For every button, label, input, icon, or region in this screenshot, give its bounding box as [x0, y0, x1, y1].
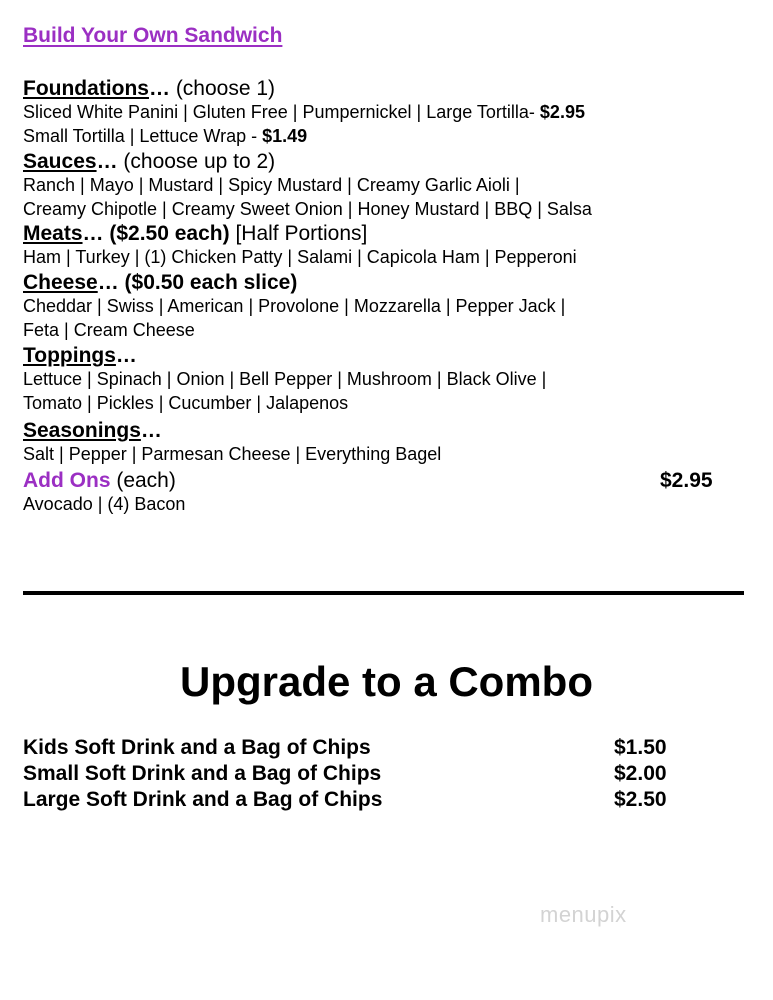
- combo-row-kids: [23, 736, 723, 760]
- toppings-heading: [23, 344, 546, 368]
- seasonings-dots: …: [140, 419, 162, 442]
- combo-row-large: [23, 788, 723, 812]
- cheese-line-2: Feta | Cream Cheese: [23, 319, 195, 340]
- foundations-line-2-price: $1.49: [262, 125, 308, 146]
- combo-row-small: [23, 762, 723, 786]
- seasonings-heading: [23, 419, 441, 443]
- combo-price: $2.00: [614, 762, 667, 785]
- seasonings-section: [23, 419, 441, 467]
- meats-label: Meats: [23, 222, 83, 245]
- sauces-section: [23, 150, 592, 221]
- toppings-line-2: Tomato | Pickles | Cucumber | Jalapenos: [23, 392, 349, 413]
- foundations-dots: …: [148, 77, 170, 100]
- foundations-label: Foundations: [23, 77, 149, 100]
- combo-price: $1.50: [614, 736, 667, 759]
- addons-section: [23, 469, 753, 517]
- addons-label: Add Ons: [23, 469, 111, 492]
- meats-note: [Half Portions]: [229, 222, 368, 245]
- toppings-label: Toppings: [23, 344, 116, 367]
- toppings-dots: …: [115, 344, 137, 367]
- combo-label: Large Soft Drink and a Bag of Chips: [23, 788, 383, 811]
- meats-heading: [23, 222, 577, 246]
- combo-label: Kids Soft Drink and a Bag of Chips: [23, 736, 371, 759]
- cheese-section: [23, 271, 565, 342]
- foundations-line-2-text: Small Tortilla | Lettuce Wrap -: [23, 125, 263, 146]
- cheese-price-note: … ($0.50 each slice): [97, 271, 298, 294]
- addons-note: (each): [110, 469, 176, 492]
- addons-price: $2.95: [660, 469, 713, 492]
- combo-label: Small Soft Drink and a Bag of Chips: [23, 762, 382, 785]
- meats-section: [23, 222, 577, 270]
- seasonings-line-1: Salt | Pepper | Parmesan Cheese | Everything Bagel: [23, 444, 442, 464]
- menu-title[interactable]: Build Your Own Sandwich: [23, 24, 283, 47]
- combo-title: Upgrade to a Combo: [179, 658, 593, 705]
- section-divider: [23, 591, 744, 595]
- sauces-heading: [23, 150, 592, 174]
- cheese-label: Cheese: [23, 271, 98, 294]
- foundations-line-2: [23, 125, 585, 149]
- addons-heading: [23, 469, 753, 493]
- sauces-line-1: Ranch | Mayo | Mustard | Spicy Mustard | Creamy Garlic Aioli |: [23, 175, 520, 195]
- foundations-heading: [23, 77, 585, 101]
- meats-price-note: … ($2.50 each): [82, 222, 230, 245]
- toppings-section: [23, 344, 546, 415]
- cheese-heading: [23, 271, 565, 295]
- sauces-line-2: Creamy Chipotle | Creamy Sweet Onion | Honey Mustard | BBQ | Salsa: [23, 198, 592, 219]
- foundations-section: [23, 77, 585, 148]
- sauces-note: (choose up to 2): [117, 150, 276, 173]
- foundations-line-1-price: $2.95: [539, 102, 585, 122]
- cheese-line-1: Cheddar | Swiss | American | Provolone | Mozzarella | Pepper Jack |: [23, 296, 566, 316]
- sauces-label: Sauces: [23, 150, 97, 173]
- foundations-line-1: [23, 101, 585, 125]
- sauces-dots: …: [96, 150, 118, 173]
- combo-price: $2.50: [614, 788, 667, 811]
- watermark: menupix: [540, 902, 627, 927]
- meats-line-1: Ham | Turkey | (1) Chicken Patty | Salami | Capicola Ham | Pepperoni: [23, 247, 577, 267]
- addons-line-1: Avocado | (4) Bacon: [23, 494, 186, 514]
- toppings-line-1: Lettuce | Spinach | Onion | Bell Pepper | Mushroom | Black Olive |: [23, 369, 547, 389]
- foundations-note: (choose 1): [169, 77, 276, 100]
- seasonings-label: Seasonings: [23, 419, 141, 442]
- foundations-line-1-text: Sliced White Panini | Gluten Free | Pumpernickel | Large Tortilla-: [23, 102, 540, 122]
